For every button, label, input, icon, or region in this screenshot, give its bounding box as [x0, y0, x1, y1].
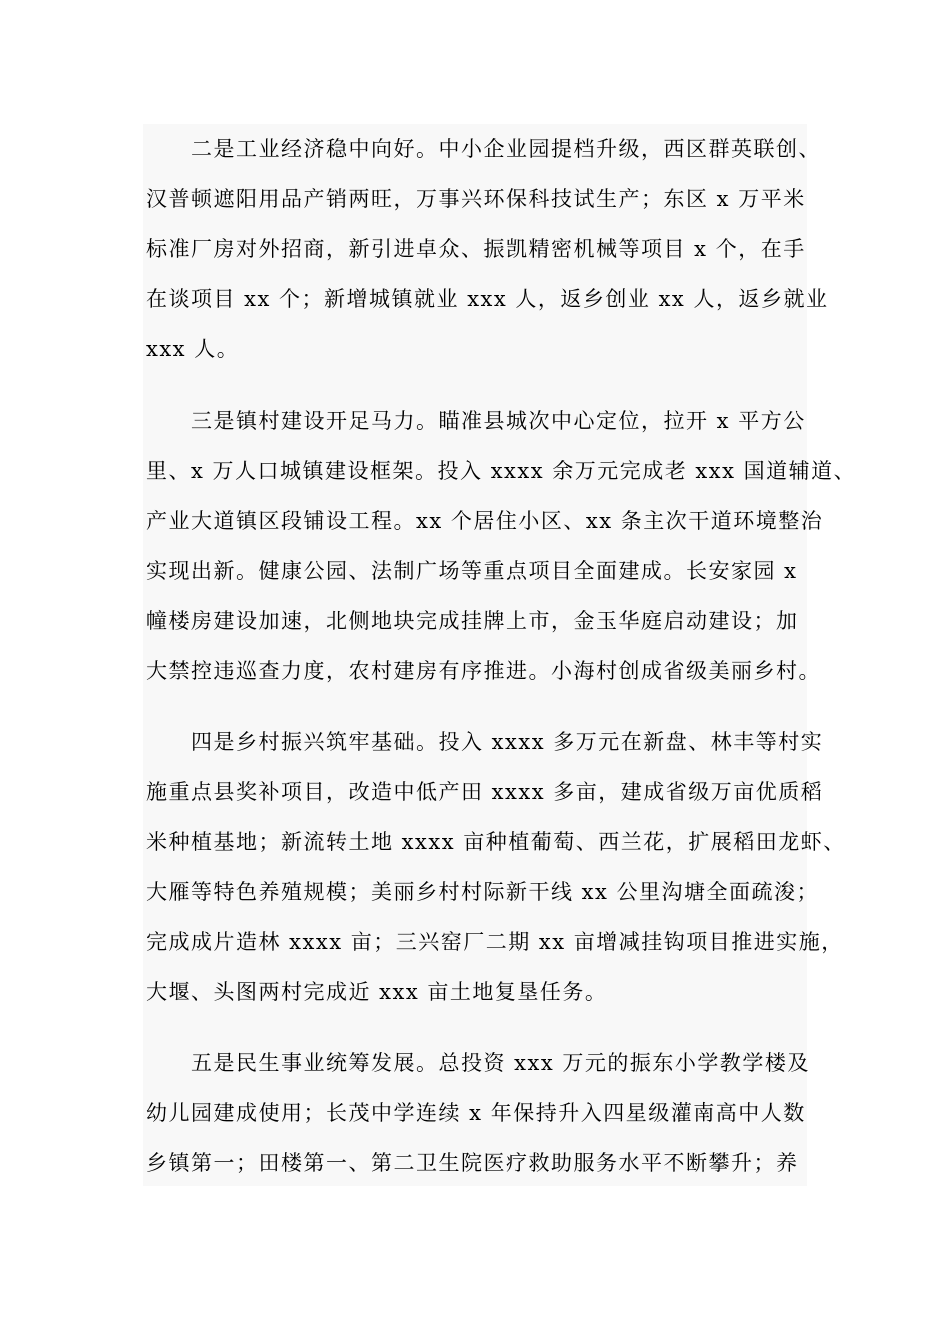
text-line: 施重点县奖补项目，改造中低产田 xxxx 多亩，建成省级万亩优质稻	[146, 780, 824, 804]
text-line: 产业大道镇区段铺设工程。xx 个居住小区、xx 条主次干道环境整治	[146, 509, 824, 533]
text-line: 二是工业经济稳中向好。中小企业园提档升级，西区群英联创、	[146, 137, 821, 161]
text-line: 乡镇第一；田楼第一、第二卫生院医疗救助服务水平不断攀升；养	[146, 1151, 799, 1175]
paragraph-town-village-construction	[146, 396, 857, 696]
paragraph-livelihood-development	[146, 1038, 826, 1188]
text-line: 汉普顿遮阳用品产销两旺，万事兴环保科技试生产；东区 x 万平米	[146, 187, 806, 211]
paragraph-rural-revitalization	[146, 717, 846, 1017]
text-line: 在谈项目 xx 个；新增城镇就业 xxx 人，返乡创业 xx 人，返乡就业	[146, 287, 829, 311]
text-line: xxx 人。	[146, 337, 240, 361]
text-line: 大堰、头图两村完成近 xxx 亩土地复垦任务。	[146, 980, 608, 1004]
paragraph-industrial-economy	[146, 124, 829, 374]
text-line: 幼儿园建成使用；长茂中学连续 x 年保持升入四星级灌南高中人数	[146, 1101, 806, 1125]
text-line: 完成成片造林 xxxx 亩；三兴窑厂二期 xx 亩增减挂钩项目推进实施，	[146, 930, 844, 954]
text-line: 米种植基地；新流转土地 xxxx 亩种植葡萄、西兰花，扩展稻田龙虾、	[146, 830, 846, 854]
text-line: 幢楼房建设加速，北侧地块完成挂牌上市，金玉华庭启动建设；加	[146, 609, 799, 633]
text-line: 五是民生事业统筹发展。总投资 xxx 万元的振东小学教学楼及	[146, 1051, 810, 1075]
text-line: 里、x 万人口城镇建设框架。投入 xxxx 余万元完成老 xxx 国道辅道、	[146, 459, 857, 483]
text-line: 实现出新。健康公园、法制广场等重点项目全面建成。长安家园 x	[146, 559, 798, 583]
text-line: 标准厂房对外招商，新引进卓众、振凯精密机械等项目 x 个，在手	[146, 237, 806, 261]
text-line: 大禁控违巡查力度，农村建房有序推进。小海村创成省级美丽乡村。	[146, 659, 821, 683]
text-line: 大雁等特色养殖规模；美丽乡村村际新干线 xx 公里沟塘全面疏浚；	[146, 880, 820, 904]
text-line: 三是镇村建设开足马力。瞄准县城次中心定位，拉开 x 平方公	[146, 409, 806, 433]
text-line: 四是乡村振兴筑牢基础。投入 xxxx 多万元在新盘、林丰等村实	[146, 730, 824, 754]
